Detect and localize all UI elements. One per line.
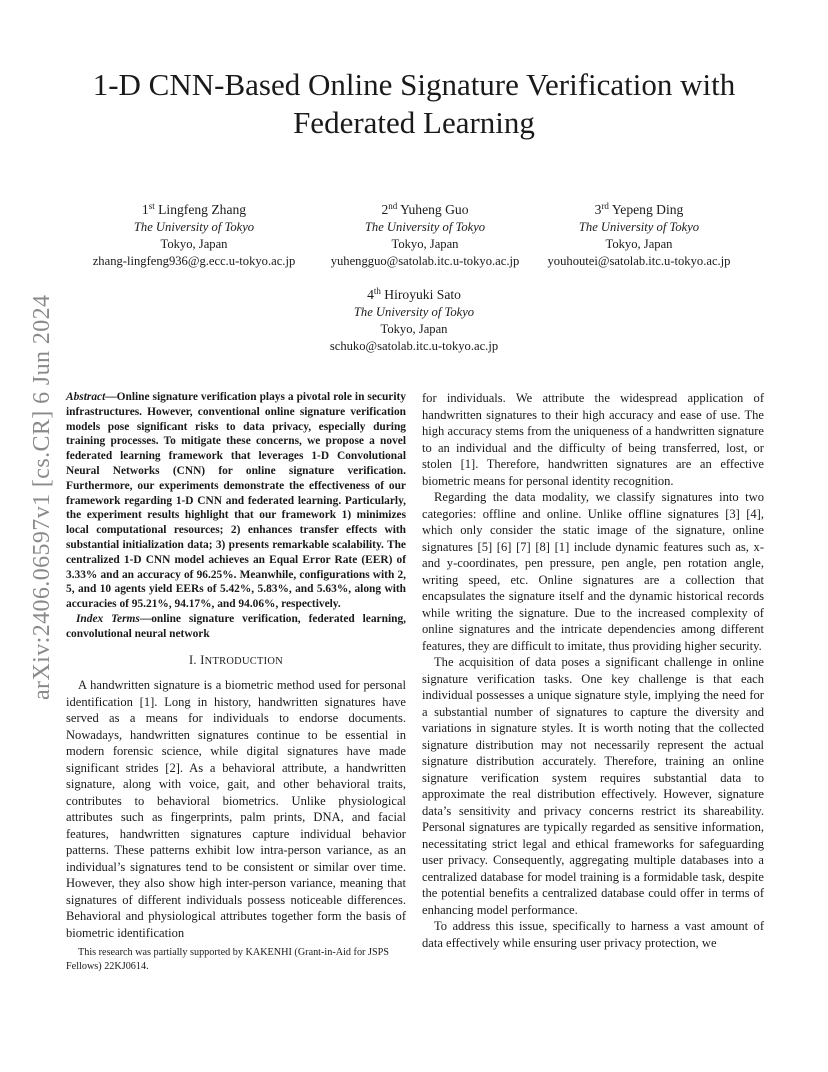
abstract-text: —Online signature verification plays a pivotal role in security infrastructures. However, conventional online signature verification models pose significant risks to data privacy, especially during training processes. To mitigate these concerns, we propose a novel federated learning framework that leverages 1-D Convolutional Neural Networks (CNN) for online signature verification. Furthermore, our experiments demonstrate the effectiveness of our framework regarding 1-D CNN and federated learning. Particularly, the experiment results highlight that our framework 1) minimizes local computational resources; 2) enhances transfer effects with substantial initialization data; 3) presents remarkable scalability. The centralized 1-D CNN model achieves an Equal Error Rate (EER) of 3.33% and an accuracy of 96.25%. Meanwhile, configurations with 2, 5, and 10 agents yield EERs of 5.42%, 5.83%, and 5.63%, along with accuracies of 95.21%, 94.17%, and 94.06%, respectively. — [66, 391, 406, 611]
abstract — [66, 390, 406, 612]
author-location: Tokyo, Japan — [380, 322, 448, 336]
footnote: This research was partially supported by KAKENHI (Grant-in-Aid for JSPS Fellows) 22KJ0614. — [66, 947, 389, 972]
author-location: Tokyo, Japan — [391, 237, 459, 251]
author-block — [519, 200, 759, 270]
author-location: Tokyo, Japan — [605, 237, 673, 251]
index-terms-text: —online signature verification, federated learning, convolutional neural network — [66, 612, 406, 640]
author-block — [74, 200, 314, 270]
body-paragraph: The acquisition of data poses a significant challenge in online signature verification tasks. One key challenge is that each individual possesses a unique signature style, implying the need for a substantial number of signatures to capture the diversity and variations in signature styles. It is worth noting that the collected signature distribution may not necessarily represent the actual signature distribution accurately. Therefore, training an online signature verification system requires substantial data to approximate the real distribution effectively. However, signature data’s sensitivity and privacy concerns restrict its shareability. Personal signatures are typically regarded as sensitive information, necessitating strict legal and ethical frameworks for safeguarding user privacy. Consequently, aggregating multiple databases into a centralized database for model training is a formidable task, despite the potential benefits a centralized database could offer in terms of enhancing model performance. — [422, 655, 764, 917]
arxiv-stamp: arXiv:2406.06597v1 [cs.CR] 6 Jun 2024 — [29, 294, 55, 700]
author-name: 3rd Yepeng Ding — [594, 201, 684, 217]
index-terms — [66, 612, 406, 642]
author-email: yuhengguo@satolab.itc.u-tokyo.ac.jp — [330, 254, 520, 268]
author-block — [294, 285, 534, 355]
author-name: 1st Lingfeng Zhang — [141, 201, 247, 217]
author-affiliation: The University of Tokyo — [364, 220, 486, 234]
author-name: 2nd Yuheng Guo — [381, 201, 469, 217]
author-name: 4th Hiroyuki Sato — [367, 286, 461, 302]
author-block — [305, 200, 545, 270]
abstract-label: Abstract — [66, 391, 106, 403]
body-paragraph: To address this issue, specifically to harness a vast amount of data effectively while ensuring user privacy protection, we — [422, 919, 764, 950]
body-paragraph: Regarding the data modality, we classify signatures into two categories: offline and online. Unlike offline signatures [3] [4], which only consider the static image of the signature, online signatures [5] [6] [7] [8] [1] include dynamic features such as, x- and y-coordinates, pen pressure, pen angle, pen rotation angle, writing speed, etc. Online signatures are a collection that encapsulates the signature itself and the dynamic historical records while writing the signature. Due to the increased complexity of online signatures and the intricate dependencies among different features, they are difficult to imitate, thus providing higher security. — [422, 490, 764, 653]
author-affiliation: The University of Tokyo — [133, 220, 255, 234]
author-email: zhang-lingfeng936@g.ecc.u-tokyo.ac.jp — [92, 254, 296, 268]
author-affiliation: The University of Tokyo — [353, 305, 475, 319]
left-column — [66, 390, 406, 941]
author-email: schuko@satolab.itc.u-tokyo.ac.jp — [329, 339, 499, 353]
author-location: Tokyo, Japan — [160, 237, 228, 251]
author-affiliation: The University of Tokyo — [578, 220, 700, 234]
paper-title: 1-D CNN-Based Online Signature Verification with Federated Learning — [92, 67, 736, 140]
body-paragraph: for individuals. We attribute the widespread application of handwritten signatures to their high accuracy and ease of use. The high accuracy stems from the uniqueness of a handwritten signature to an individual and the difficulty of being transferred, lost, or stolen [1]. Therefore, handwritten signatures are an effective biometric means for personal identity recognition. — [422, 391, 764, 488]
author-email: youhoutei@satolab.itc.u-tokyo.ac.jp — [547, 254, 731, 268]
body-paragraph: A handwritten signature is a biometric method used for personal identification [1]. Long in history, handwritten signatures have served as a means for individuals to endorse documents. Nowadays, handwritten signatures continue to be essential in modern forensic science, while digital signatures have made significant strides [2]. As a behavioral attribute, a handwritten signature, along with voice, gait, and other behavioral traits, contributes to behavioral biometrics. Unlike physiological attributes such as fingerprints, palm prints, DNA, and facial features, handwritten signatures capture individual behavior patterns. These patterns exhibit low intra-person variance, as an individual’s signatures tend to be consistent or similar over time. However, they also show high inter-person variance, meaning that signatures of different individuals possess noticeable differences. Behavioral and physiological attributes together form the basis of biometric identification — [66, 678, 406, 940]
index-terms-label: Index Terms — [76, 612, 140, 625]
right-column — [422, 390, 764, 951]
section-heading: I. INTRODUCTION — [188, 652, 283, 667]
